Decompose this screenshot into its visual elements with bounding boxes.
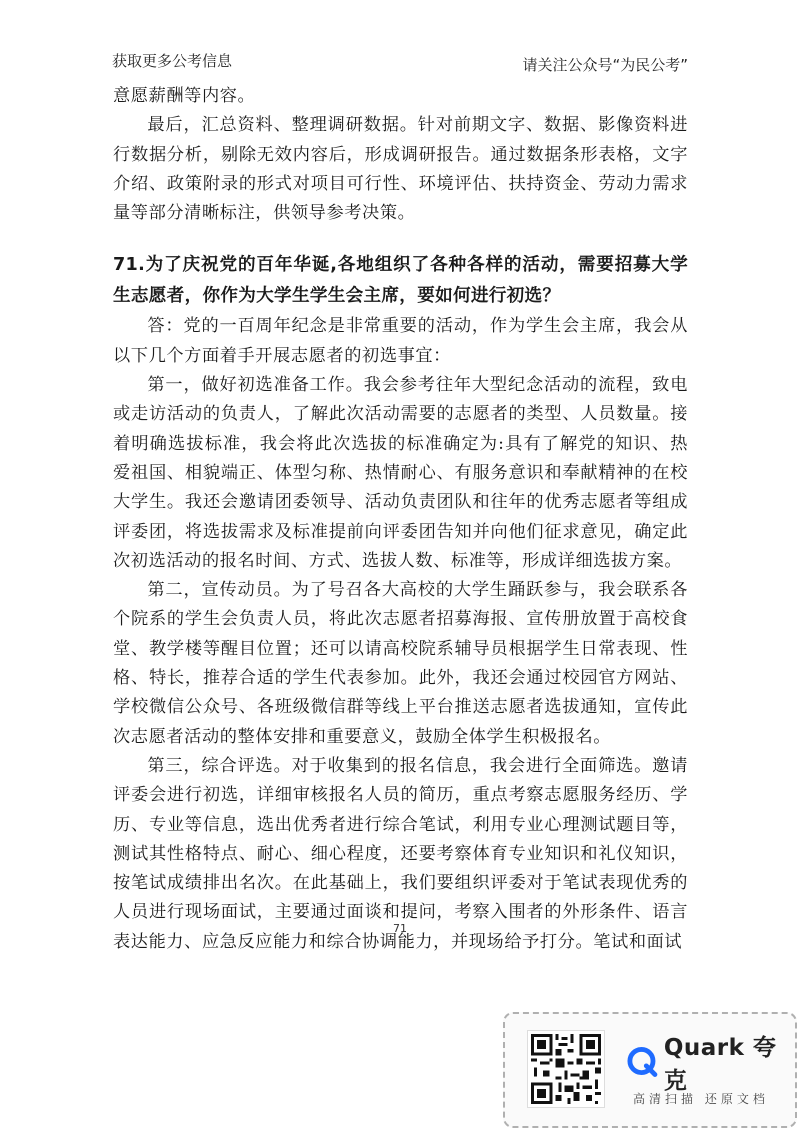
answer-intro: 答：党的一百周年纪念是非常重要的活动，作为学生会主席，我会从以下几个方面着手开展志愿者的初选事宜：	[113, 316, 688, 366]
header-left: 获取更多公考信息	[112, 52, 233, 70]
quark-watermark-badge	[503, 1012, 797, 1128]
page-number: 71	[393, 922, 407, 935]
header-right: 请关注公众号“为民公考”	[522, 56, 688, 74]
quark-slogan: 高清扫描 还原文档	[633, 1092, 769, 1106]
qr-code-icon	[527, 1030, 605, 1108]
quark-logo-icon	[627, 1046, 658, 1078]
answer-point-1: 第一，做好初选准备工作。我会参考往年大型纪念活动的流程，致电或走访活动的负责人，了解此次活动需要的志愿者的类型、人员数量。接着明确选拔标准，我会将此次选拔的标准确定为:具有了解党的知识、热爱祖国、相貌端正、体型匀称、热情耐心、有服务意识和奉献精神的在校大学生。我还会邀请团委领导、活动负责团队和往年的优秀志愿者等组成评委团，将选拔需求及标准提前向评委团告知并向他们征求意见，确定此次初选活动的报名时间、方式、选拔人数、标准等，形成详细选拔方案。	[113, 375, 688, 571]
answer-point-3: 第三，综合评选。对于收集到的报名信息，我会进行全面筛选。邀请评委会进行初选，详细审核报名人员的简历，重点考察志愿服务经历、学历、专业等信息，选出优秀者进行综合笔试，利用专业心理测试题目等，测试其性格特点、耐心、细心程度，还要考察体育专业知识和礼仪知识，按笔试成绩排出名次。在此基础上，我们要组织评委对于笔试表现优秀的人员进行现场面试，主要通过面谈和提问，考察入围者的外形条件、语言表达能力、应急反应能力和综合协调能力，并现场给予打分。笔试和面试	[113, 755, 688, 952]
quark-logo	[627, 1035, 795, 1094]
question-title: 71.为了庆祝党的百年华诞,各地组织了各种各样的活动，需要招募大学生志愿者，你作为大学生学生会主席，要如何进行初选？	[113, 255, 688, 307]
document-body	[113, 82, 688, 957]
quark-brand-text: Quark 夸克	[663, 1035, 777, 1094]
paragraph-summary: 最后，汇总资料、整理调研数据。针对前期文字、数据、影像资料进行数据分析，剔除无效内容后，形成调研报告。通过数据条形表格，文字介绍、政策附录的形式对项目可行性、环境评估、扶持资金、劳动力需求量等部分清晰标注，供领导参考决策。	[113, 115, 688, 224]
answer-point-2: 第二，宣传动员。为了号召各大高校的大学生踊跃参与，我会联系各个院系的学生会负责人员，将此次志愿者招募海报、宣传册放置于高校食堂、教学楼等醒目位置；还可以请高校院系辅导员根据学生日常表现、性格、特长，推荐合适的学生代表参加。此外，我还会通过校园官方网站、学校微信公众号、各班级微信群等线上平台推送志愿者选拔通知，宣传此次志愿者活动的整体安排和重要意义，鼓励全体学生积极报名。	[113, 580, 688, 747]
paragraph-continuation: 意愿薪酬等内容。	[113, 86, 256, 106]
